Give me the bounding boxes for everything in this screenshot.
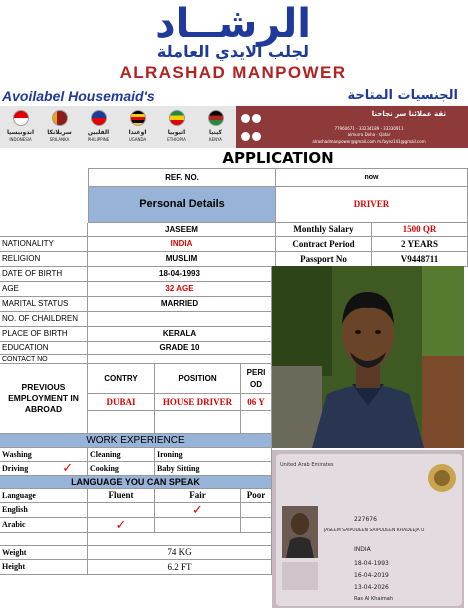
flag-philippine — [79, 106, 118, 148]
contract-period-label: Contract Period — [276, 237, 372, 252]
prev-empty-cell — [241, 411, 272, 434]
ethiopia-flag-icon — [169, 110, 185, 126]
place-of-birth-label: PLACE OF BIRTH — [0, 327, 88, 342]
prev-position-value: HOUSE DRIVER — [155, 394, 241, 411]
company-name: ALRASHAD MANPOWER — [119, 63, 347, 82]
id-number: 227676 — [354, 516, 377, 523]
philippine-flag-icon — [91, 110, 107, 126]
arabic-poor — [241, 518, 272, 533]
id-issue: 16-04-2019 — [354, 572, 389, 579]
contact-phones: 77960671 - 33234189 - 33330911 — [334, 126, 404, 131]
baby-sitting-label: Baby Sitting — [155, 462, 272, 476]
english-fair-check-icon: ✓ — [192, 503, 203, 518]
height-label: Height — [0, 560, 88, 575]
blank-row — [0, 533, 88, 546]
flag-label-en: KENYA — [208, 137, 222, 142]
id-emirate: Ras Al Khaimah — [354, 596, 394, 602]
monthly-salary-label: Monthly Salary — [276, 223, 372, 237]
col-fair: Fair — [155, 489, 241, 503]
phone-icon — [241, 114, 250, 123]
flag-label-ar: كينيا — [208, 129, 223, 136]
candidate-photo — [272, 266, 464, 448]
arabic-fluent-check-icon: ✓ — [115, 518, 127, 533]
flag-kenya — [196, 106, 235, 148]
age-value: 32 AGE — [88, 282, 272, 297]
religion-label: RELIGION — [0, 252, 88, 267]
religion-value: MUSLIM — [88, 252, 276, 267]
candidate-photo-image — [272, 266, 464, 448]
marital-status-value: MARRIED — [88, 297, 272, 312]
contact-tagline: ثقة عملائنا سر نجاحنا — [371, 110, 446, 118]
position-applied: DRIVER — [276, 187, 468, 223]
place-of-birth-value: KERALA — [88, 327, 272, 342]
cooking-label: Cooking — [88, 462, 155, 476]
prev-country-value: DUBAI — [88, 394, 155, 411]
flag-indonesia — [1, 106, 40, 148]
whatsapp-icon — [252, 114, 261, 123]
prev-empty-cell — [88, 411, 155, 434]
col-fluent: Fluent — [88, 489, 155, 503]
ref-no-label: REF. NO. — [88, 168, 276, 187]
flag-label-en: SRILANKA — [49, 137, 70, 142]
contact-no-value — [88, 355, 272, 364]
weight-label: Weight — [0, 546, 88, 560]
col-language: Language — [0, 489, 88, 503]
english-fair — [155, 503, 241, 518]
contact-icons — [240, 112, 268, 142]
children-label: NO. OF CHAILDREN — [0, 312, 88, 327]
flag-srilanka — [40, 106, 79, 148]
height-value: 6.2 FT — [88, 560, 272, 575]
nationalities-arabic-label: الجنسيات المتاحة — [347, 88, 458, 103]
language-header: LANGUAGE YOU CAN SPEAK — [0, 476, 272, 489]
company-subtitle-arabic: لجلب الايدي العاملة — [156, 42, 310, 61]
english-label: English — [0, 503, 88, 518]
name-value: JASEEM — [88, 223, 276, 237]
flag-label-ar: اندونيسيا — [6, 129, 34, 136]
contact-strip — [236, 106, 468, 148]
blank-row — [88, 533, 272, 546]
education-label: EDUCATION — [0, 342, 88, 355]
english-poor — [241, 503, 272, 518]
flag-label-ar: اوغندا — [128, 129, 147, 136]
prev-empty-cell — [155, 411, 241, 434]
washing-label: Washing — [0, 448, 88, 462]
company-logo-arabic: الرشــاد — [155, 1, 311, 47]
dob-value: 18-04-1993 — [88, 267, 272, 282]
flag-label-ar: اثيوبيا — [167, 129, 186, 136]
col-country: CONTRY — [88, 364, 155, 394]
passport-label: Passport No — [276, 252, 372, 267]
flag-label-en: INDONESIA — [9, 137, 32, 142]
flag-label-en: UGANDA — [128, 137, 147, 142]
arabic-fluent — [88, 518, 155, 533]
name-label-cell — [0, 223, 88, 237]
flag-label-ar: سريلانكا — [47, 129, 72, 136]
location-icon — [241, 132, 250, 141]
flag-label-en: ETHIOPIA — [167, 137, 186, 142]
passport-value: V9448711 — [372, 252, 468, 267]
contact-address: almurra Doha - Qatar — [347, 132, 391, 137]
id-name: JASEEM SAIPUDEEN SAIPUDEEN KHADEEJA U — [324, 528, 425, 533]
contact-emails: alrashadmanpower@gmail.com m.fayez141@gmail.com — [312, 139, 426, 144]
driving-label — [0, 462, 88, 476]
available-housemaids-label: Avoilabel Housemaid's — [2, 88, 155, 104]
nationality-label: NATIONALITY — [0, 237, 88, 252]
previous-employment-label: PREVIOUS EMPLOYMENT IN ABROAD — [0, 364, 88, 434]
monthly-salary-value: 1500 QR — [372, 223, 468, 237]
id-nationality: INDIA — [354, 546, 371, 553]
children-value — [88, 312, 272, 327]
arabic-label: Arabic — [0, 518, 88, 533]
dob-label: DATE OF BIRTH — [0, 267, 88, 282]
prev-period-value: 06 Y — [241, 394, 272, 411]
nationality-value: INDIA — [88, 237, 276, 252]
personal-details-header: Personal Details — [88, 187, 276, 223]
col-position: POSITION — [155, 364, 241, 394]
mail-icon — [252, 132, 261, 141]
id-country: United Arab Emirates — [280, 462, 334, 468]
education-value: GRADE 10 — [88, 342, 272, 355]
flag-ethiopia — [157, 106, 196, 148]
driving-text: Driving — [2, 463, 29, 473]
contract-period-value: 2 YEARS — [372, 237, 468, 252]
col-poor: Poor — [241, 489, 272, 503]
kenya-flag-icon — [208, 110, 224, 126]
flags-strip — [0, 106, 236, 148]
cleaning-label: Cleaning — [88, 448, 155, 462]
uganda-flag-icon — [130, 110, 146, 126]
ref-no-value: now — [276, 168, 468, 187]
marital-status-label: MARITAL STATUS — [0, 297, 88, 312]
work-experience-header: WORK EXPERIENCE — [0, 434, 272, 448]
srilanka-flag-icon — [52, 110, 68, 126]
indonesia-flag-icon — [13, 110, 29, 126]
ironing-label: Ironing — [155, 448, 272, 462]
flag-label-ar: الفلبين — [87, 129, 110, 136]
weight-value: 74 KG — [88, 546, 272, 560]
col-period: PERIOD — [241, 364, 272, 394]
age-label: AGE — [0, 282, 88, 297]
contact-no-label: CONTACT NO — [0, 355, 88, 364]
id-dob: 18-04-1993 — [354, 560, 389, 567]
application-title: APPLICATION — [222, 149, 334, 167]
flag-uganda — [118, 106, 157, 148]
id-expiry: 13-04-2026 — [354, 584, 389, 591]
arabic-fair — [155, 518, 241, 533]
english-fluent — [88, 503, 155, 518]
flag-label-en: PHILIPPINE — [87, 137, 110, 142]
id-card-photo — [272, 450, 464, 608]
driving-check-icon: ✓ — [62, 462, 74, 476]
